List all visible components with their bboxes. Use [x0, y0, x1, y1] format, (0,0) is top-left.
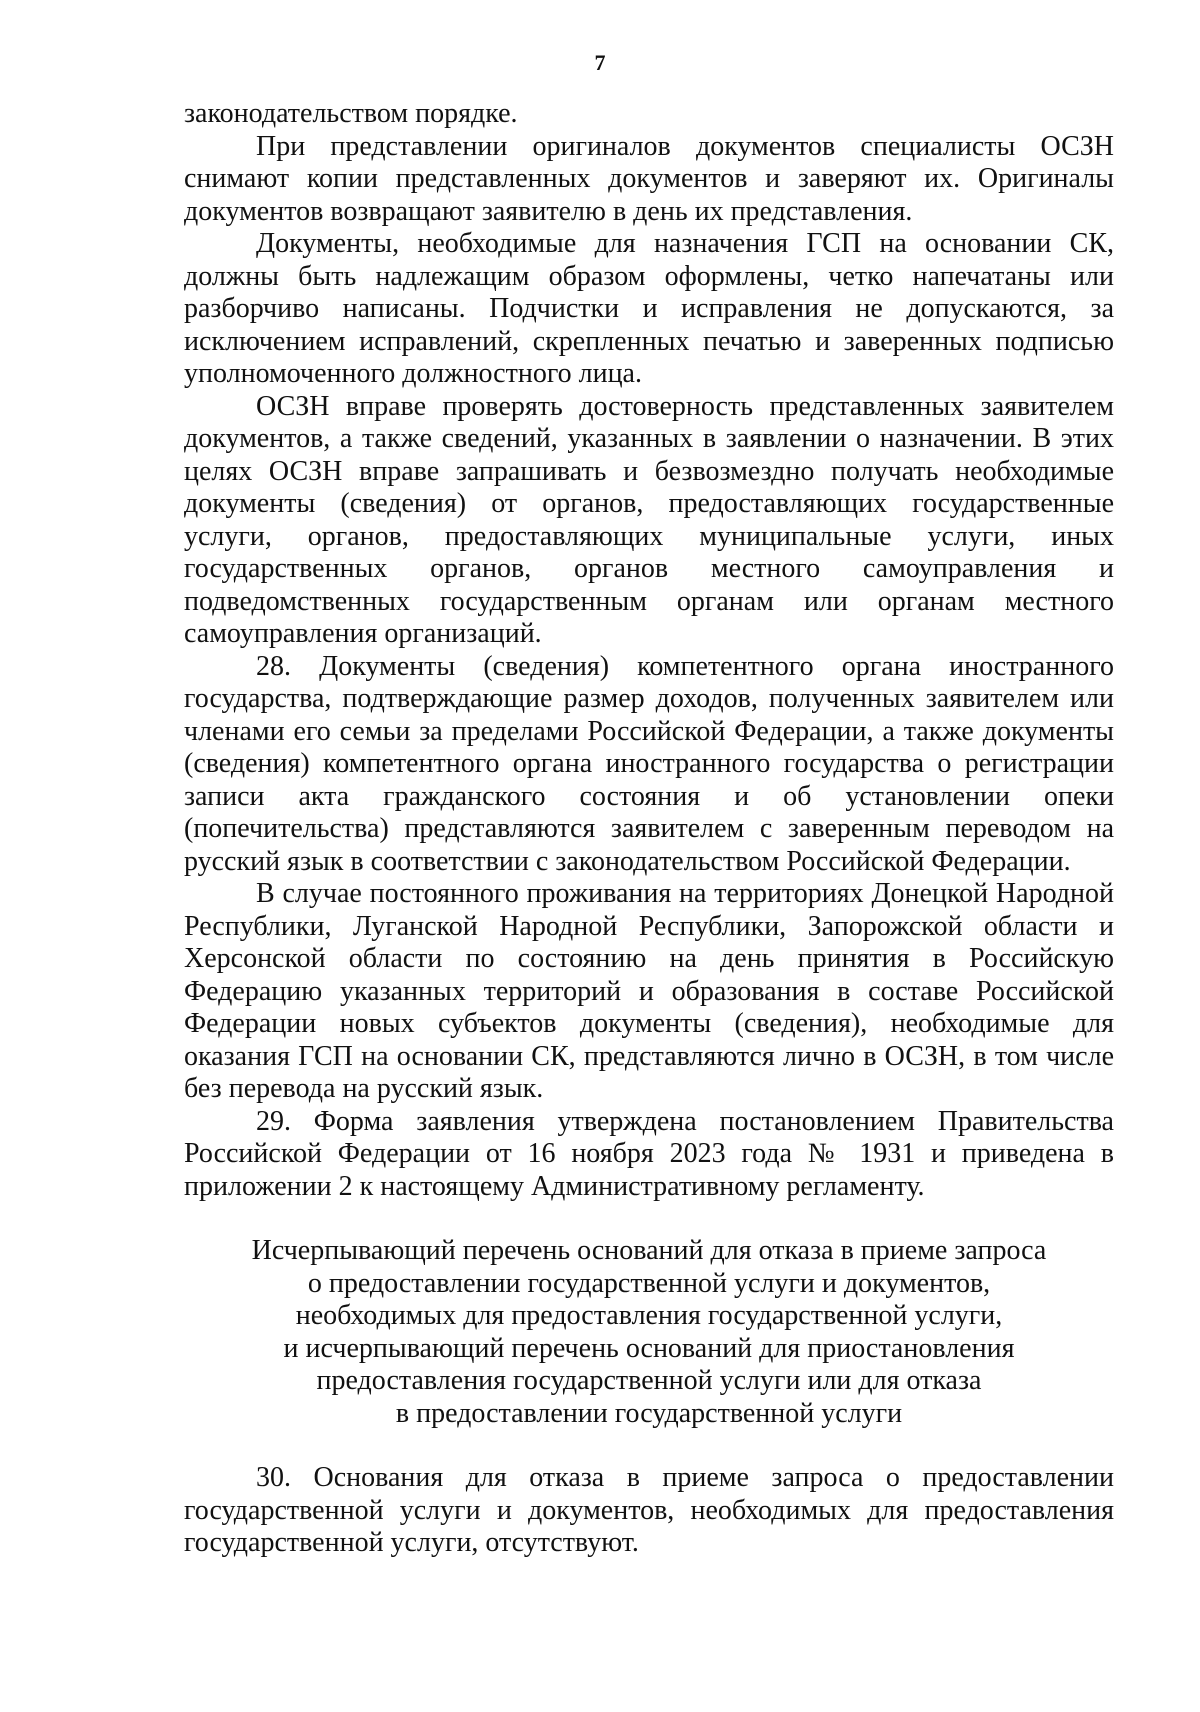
heading-line: и исчерпывающий перечень оснований для приостановления — [283, 1332, 1015, 1364]
heading-line: предоставления государственной услуги или для отказа — [316, 1365, 982, 1396]
document-body — [184, 98, 1114, 1560]
paragraph-item-30: 30. Основания для отказа в приеме запроса о предоставлении государственной услуги и документов, необходимых для предоставления государственной услуги, отсутствуют. — [184, 1462, 1114, 1558]
paragraph-item-28: 28. Документы (сведения) компетентного органа иностранного государства, подтверждающие размер доходов, полученных заявителем или членами его семьи за пределами Российской Федерации, а также документы (сведения) компетентного органа иностранного государства о регистрации записи акта гражданского состояния и об установлении опеки (попечительства) представляются заявителем с заверенным переводом на русский язык в соответствии с законодательством Российской Федерации. — [184, 650, 1114, 877]
heading-line: о предоставлении государственной услуги и документов, — [307, 1267, 991, 1299]
paragraph: В случае постоянного проживания на территориях Донецкой Народной Республики, Луганской Народной Республики, Запорожской области и Херсонской области по состоянию на день принятия в Российскую Федерацию указанных территорий и образования в составе Российской Федерации новых субъектов документы (сведения), необходимые для оказания ГСП на основании СК, представляются лично в ОСЗН, в том числе без перевода на русский язык. — [184, 878, 1114, 1104]
paragraph-item-29: 29. Форма заявления утверждена постановлением Правительства Российской Федерации от 16 ноября 2023 года № 1931 и приведена в приложении 2 к настоящему Административному регламенту. — [184, 1105, 1114, 1202]
heading-line: в предоставлении государственной услуги — [395, 1397, 903, 1429]
paragraph: При представлении оригиналов документов специалисты ОСЗН снимают копии представленных документов и заверяют их. Оригиналы документов возвращают заявителю в день их представления. — [184, 130, 1114, 227]
section-heading — [184, 1235, 1114, 1430]
heading-line: Исчерпывающий перечень оснований для отказа в приеме запроса — [251, 1235, 1047, 1266]
paragraph: Документы, необходимые для назначения ГСП на основании СК, должны быть надлежащим образом оформлены, четко напечатаны или разборчиво написаны. Подчистки и исправления не допускаются, за исключением исправлений, скрепленных печатью и заверенных подписью уполномоченного должностного лица. — [184, 228, 1114, 389]
paragraph: законодательством порядке. — [184, 98, 518, 129]
page-number: 7 — [594, 50, 606, 75]
paragraph: ОСЗН вправе проверять достоверность представленных заявителем документов, а также сведений, указанных в заявлении о назначении. В этих целях ОСЗН вправе запрашивать и безвозмездно получать необходимые документы (сведения) от органов, предоставляющих государственные услуги, органов, предоставляющих муниципальные услуги, иных государственных органов, органов местного самоуправления и подведомственных государственным органам или органам местного самоуправления организаций. — [184, 390, 1114, 649]
heading-line: необходимых для предоставления государственной услуги, — [295, 1300, 1003, 1331]
